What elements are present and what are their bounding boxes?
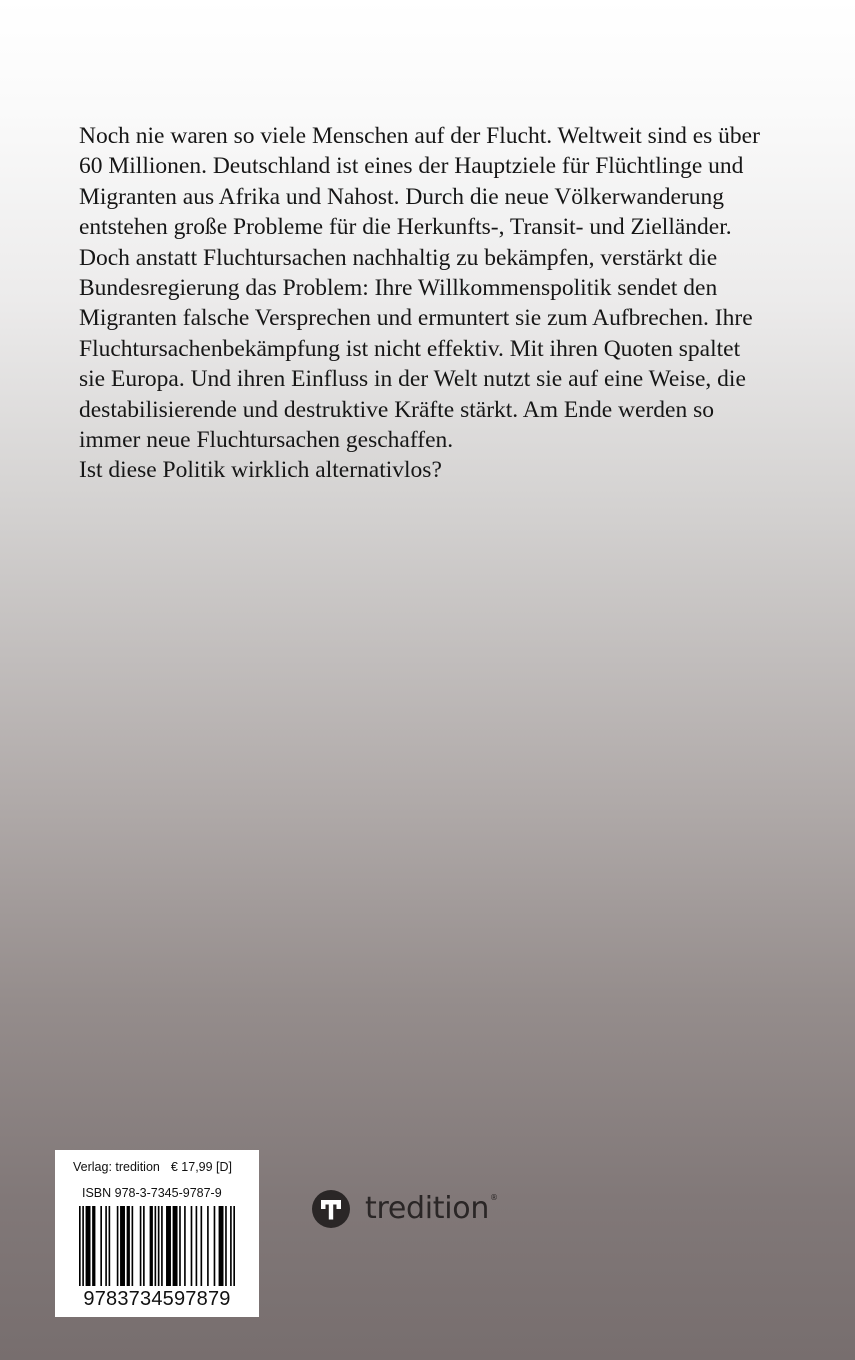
barcode-bar bbox=[233, 1206, 235, 1286]
tredition-logo bbox=[311, 1188, 498, 1230]
blurb-line: Fluchtursachenbekämpfung ist nicht effektiv. Mit ihren Quoten spaltet bbox=[79, 335, 741, 362]
barcode-bar bbox=[132, 1206, 134, 1286]
barcode-bar bbox=[207, 1206, 209, 1286]
barcode-bar bbox=[166, 1206, 171, 1286]
blurb-line: Bundesregierung das Problem: Ihre Willkommenspolitik sendet den bbox=[79, 275, 718, 302]
blurb-line: Noch nie waren so viele Menschen auf der Flucht. Weltweit sind es über bbox=[79, 123, 760, 149]
blurb-line: Migranten aus Afrika und Nahost. Durch die neue Völkerwanderung bbox=[79, 183, 724, 210]
blurb-line: 60 Millionen. Deutschland ist eines der Hauptziele für Flüchtlinge und bbox=[79, 153, 744, 180]
blurb-line: sie Europa. Und ihren Einfluss in der Welt nutzt sie auf eine Weise, die bbox=[79, 366, 746, 393]
barcode-bar bbox=[155, 1206, 157, 1286]
barcode-bar bbox=[225, 1206, 227, 1286]
barcode-bar bbox=[86, 1206, 91, 1286]
barcode-bar bbox=[127, 1206, 130, 1286]
barcode-bar bbox=[201, 1206, 203, 1286]
publisher-price-line bbox=[73, 1160, 232, 1174]
barcode-bar bbox=[140, 1206, 142, 1286]
barcode-bar bbox=[196, 1206, 198, 1286]
barcode-bar bbox=[105, 1206, 107, 1286]
barcode-bar bbox=[184, 1206, 186, 1286]
barcode-bar bbox=[191, 1206, 193, 1286]
blurb-line: immer neue Fluchtursachen geschaffen. bbox=[79, 427, 454, 454]
blurb-line: destabilisierende und destruktive Kräfte stärkt. Am Ende werden so bbox=[79, 396, 714, 423]
barcode-bar bbox=[214, 1206, 216, 1286]
barcode-bar bbox=[117, 1206, 119, 1286]
isbn-label: ISBN 978-3-7345-9787-9 bbox=[82, 1186, 222, 1200]
tredition-wordmark: tredition bbox=[365, 1190, 490, 1226]
blurb-line: Migranten falsche Versprechen und ermuntert sie zum Aufbrechen. Ihre bbox=[79, 305, 753, 332]
blurb-line: Doch anstatt Fluchtursachen nachhaltig zu bekämpfen, verstärkt die bbox=[79, 244, 718, 271]
barcode-bar bbox=[173, 1206, 178, 1286]
barcode-bar bbox=[120, 1206, 125, 1286]
registered-mark: ® bbox=[490, 1192, 499, 1202]
price-label: € 17,99 [D] bbox=[170, 1160, 233, 1174]
barcode-bar bbox=[82, 1206, 84, 1286]
barcode-bar bbox=[143, 1206, 145, 1286]
barcode-bar bbox=[179, 1206, 181, 1286]
barcode-bar bbox=[158, 1206, 160, 1286]
barcode-bar bbox=[109, 1206, 111, 1286]
blurb-line: entstehen große Probleme für die Herkunfts-, Transit- und Zielländer. bbox=[79, 214, 732, 241]
barcode-bar bbox=[79, 1206, 81, 1286]
barcode-bar bbox=[150, 1206, 153, 1286]
barcode-number: 9783734597879 bbox=[83, 1288, 231, 1310]
barcode-bar bbox=[219, 1206, 224, 1286]
blurb-line: Ist diese Politik wirklich alternativlos? bbox=[79, 457, 442, 484]
barcode-bar bbox=[161, 1206, 163, 1286]
publisher-label: Verlag: tredition bbox=[73, 1160, 160, 1174]
barcode-bar bbox=[230, 1206, 232, 1286]
back-cover-blurb bbox=[79, 121, 799, 486]
barcode-bar bbox=[100, 1206, 102, 1286]
barcode-image bbox=[79, 1206, 235, 1286]
barcode-box bbox=[55, 1150, 259, 1317]
barcode-bar bbox=[92, 1206, 95, 1286]
tredition-t-icon bbox=[311, 1189, 351, 1229]
